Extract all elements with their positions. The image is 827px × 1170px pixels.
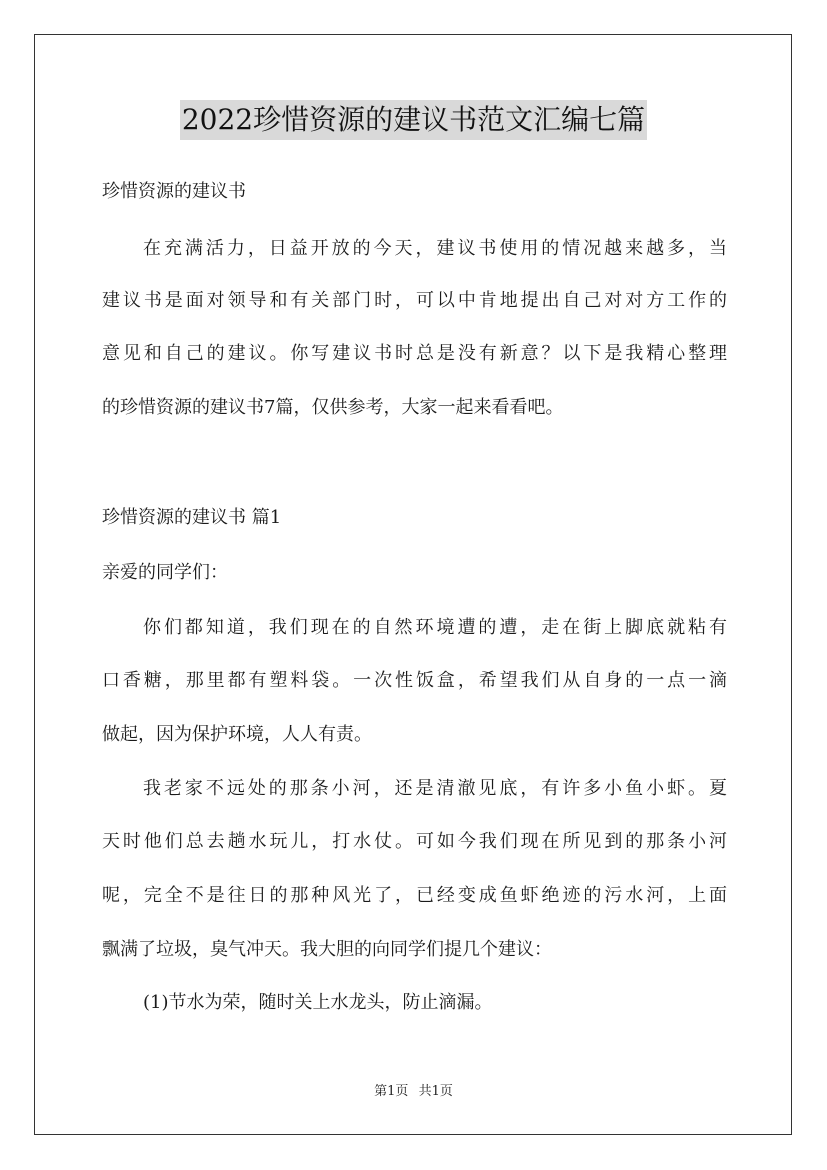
intro-line-3: 意见和自己的建议。你写建议书时总是没有新意？以下是我精心整理 — [102, 343, 727, 364]
para1-line-3: 做起，因为保护环境，人人有责。 — [102, 724, 372, 745]
title-container — [0, 100, 827, 140]
list-item-1: (1)节水为荣，随时关上水龙头，防止滴漏。 — [143, 992, 493, 1013]
intro-line-2: 建议书是面对领导和有关部门时，可以中肯地提出自己对对方工作的 — [102, 290, 727, 311]
para2-line-1: 我老家不远处的那条小河，还是清澈见底，有许多小鱼小虾。夏 — [143, 778, 727, 799]
section-heading-1: 珍惜资源的建议书 篇1 — [102, 507, 282, 528]
para1-line-1: 你们都知道，我们现在的自然环境遭的遭，走在街上脚底就粘有 — [143, 617, 727, 638]
greeting: 亲爱的同学们： — [102, 562, 228, 583]
para1-line-2: 口香糖，那里都有塑料袋。一次性饭盒，希望我们从自身的一点一滴 — [102, 670, 727, 691]
document-title: 2022珍惜资源的建议书范文汇编七篇 — [180, 100, 647, 140]
intro-line-1: 在充满活力，日益开放的今天，建议书使用的情况越来越多，当 — [143, 238, 727, 259]
total-pages: 共1页 — [418, 1084, 453, 1099]
intro-line-4: 的珍惜资源的建议书7篇，仅供参考，大家一起来看看吧。 — [102, 397, 564, 418]
para2-line-3: 呢，完全不是往日的那种风光了，已经变成鱼虾绝迹的污水河，上面 — [102, 885, 727, 906]
para2-line-4: 飘满了垃圾，臭气冲天。我大胆的向同学们提几个建议： — [102, 939, 552, 960]
page-number: 第1页 — [374, 1084, 409, 1099]
intro-heading: 珍惜资源的建议书 — [102, 181, 246, 202]
para2-line-2: 天时他们总去趟水玩儿，打水仗。可如今我们现在所见到的那条小河 — [102, 831, 727, 852]
page-footer — [0, 1083, 827, 1101]
